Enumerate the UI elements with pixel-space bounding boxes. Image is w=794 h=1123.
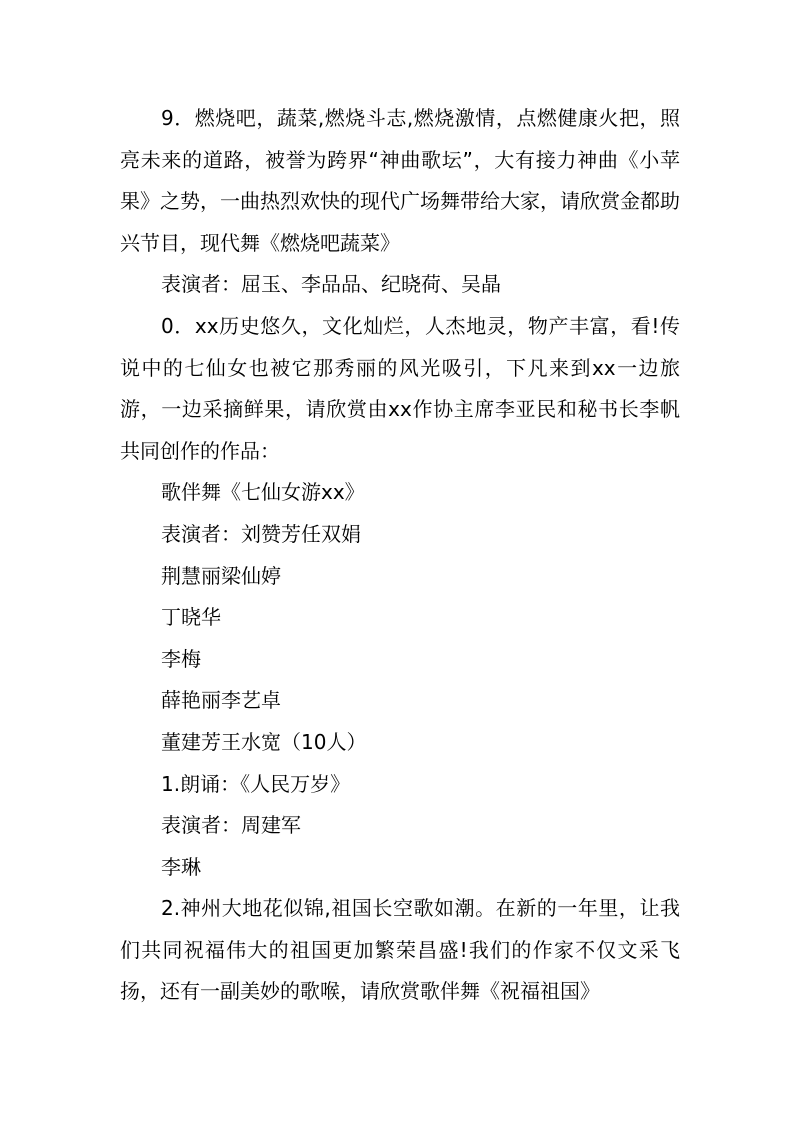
paragraph-performers-10: 表演者：刘赞芳任双娟 xyxy=(161,521,361,546)
paragraph-program-12: 2.神州大地花似锦,祖国长空歌如潮。在新的一年里，让我们共同祝福伟大的祖国更加繁荣昌盛!我们的作家不仅文采飞扬，还有一副美妙的歌喉，请欣赏歌伴舞《祝福祖国》 xyxy=(120,896,680,1004)
paragraph-performers-9: 表演者：屈玉、李品品、纪晓荷、吴晶 xyxy=(161,272,501,297)
paragraph-performers-line-4: 李梅 xyxy=(161,646,201,671)
paragraph-performers-line-6: 董建芳王水宽（10人） xyxy=(161,729,367,754)
paragraph-performers-line-2: 荆慧丽梁仙婷 xyxy=(161,563,281,588)
paragraph-program-11: 1.朗诵：《人民万岁》 xyxy=(161,771,351,796)
paragraph-performers-line-3: 丁晓华 xyxy=(161,605,221,630)
paragraph-program-9: 9．燃烧吧，蔬菜,燃烧斗志,燃烧激情，点燃健康火把，照亮未来的道路，被誉为跨界“神曲歌坛”，大有接力神曲《小苹果》之势，一曲热烈欢快的现代广场舞带给大家，请欣赏金都助兴节目，现代舞《燃烧吧蔬菜》 xyxy=(120,106,680,255)
paragraph-program-10: 0．xx历史悠久，文化灿烂，人杰地灵，物产丰富，看!传说中的七仙女也被它那秀丽的风光吸引，下凡来到xx一边旅游，一边采摘鲜果，请欣赏由xx作协主席李亚民和秘书长李帆共同创作的作品： xyxy=(120,313,680,463)
paragraph-song-dance-title: 歌伴舞《七仙女游xx》 xyxy=(161,480,365,505)
document-body xyxy=(120,98,680,1013)
paragraph-performers-11-line-2: 李琳 xyxy=(161,854,201,879)
paragraph-performers-line-5: 薛艳丽李艺卓 xyxy=(161,688,281,713)
paragraph-performers-11: 表演者：周建军 xyxy=(161,813,301,838)
